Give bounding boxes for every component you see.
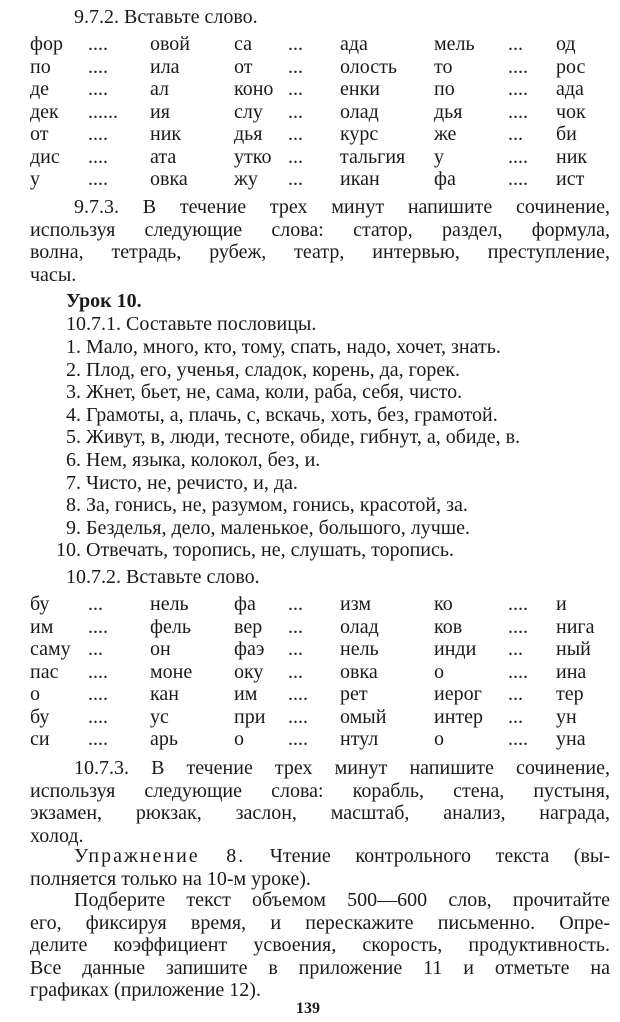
grid-cell: о xyxy=(434,728,444,750)
grid-cell: моне xyxy=(150,660,193,683)
grid-cell: курс xyxy=(340,123,379,145)
grid-cell: кан xyxy=(150,683,179,705)
grid-cell: оку xyxy=(234,660,264,683)
text-line: 10.7.3. В течение трех минут напишите сочинение, xyxy=(74,757,610,779)
grid-cell: иерог xyxy=(434,683,482,705)
grid-cell: ила xyxy=(150,55,180,78)
text-line xyxy=(30,845,610,868)
proverb-item: 7. Чисто, не, речисто, и, да. xyxy=(66,471,298,494)
grid-cell: нтул xyxy=(340,728,379,750)
proverb-item: 1. Мало, много, кто, тому, спать, надо, хочет, знать. xyxy=(66,336,501,358)
proverb-item: 4. Грамоты, а, плачь, с, вскачь, хоть, без, грамотой. xyxy=(66,403,498,426)
grid-cell: .... xyxy=(88,728,108,750)
grid-cell: .... xyxy=(508,593,528,615)
grid-cell: .... xyxy=(88,168,108,190)
grid-cell: .... xyxy=(88,683,108,705)
text-line: графиках (приложение 12). xyxy=(30,979,261,1001)
grid-cell: ...... xyxy=(88,100,118,123)
grid-cell: рос xyxy=(556,55,586,78)
grid-cell: жу xyxy=(234,168,258,190)
grid-cell: ко xyxy=(434,593,453,615)
text-line: Все данные запишите в приложение 11 и отметьте на xyxy=(30,956,610,979)
grid-cell: олад xyxy=(340,100,379,123)
grid-cell: ... xyxy=(288,593,303,615)
grid-cell: де xyxy=(30,78,50,100)
grid-cell: мель xyxy=(434,33,475,55)
grid-cell: ал xyxy=(150,78,170,100)
grid-cell: утко xyxy=(234,145,272,168)
grid-cell: ков xyxy=(434,615,463,638)
exercise-8 xyxy=(30,845,610,890)
grid-cell: ... xyxy=(508,683,523,705)
grid-cell: ... xyxy=(88,638,103,660)
grid-cell: .... xyxy=(88,123,108,145)
grid-cell: ун xyxy=(556,705,577,728)
text-line: холод. xyxy=(30,824,84,847)
grid-cell: изм xyxy=(340,593,371,615)
grid-cell: од xyxy=(556,33,576,55)
grid-cell: о xyxy=(234,728,244,750)
grid-cell: ник xyxy=(556,145,588,168)
grid-cell: при xyxy=(234,705,266,728)
grid-cell: то xyxy=(434,55,453,78)
grid-cell: саму xyxy=(30,638,71,660)
grid-cell: ный xyxy=(556,638,591,660)
section-heading-9-7-2: 9.7.2. Вставьте слово. xyxy=(74,6,258,28)
text-line: Подберите текст объемом 500—600 слов, прочитайте xyxy=(74,889,610,911)
paragraph-9-7-3 xyxy=(30,196,610,286)
grid-cell: ист xyxy=(556,168,585,190)
grid-cell: коно xyxy=(234,78,274,100)
grid-cell: .... xyxy=(88,33,108,55)
grid-cell: пас xyxy=(30,660,59,683)
grid-cell: ... xyxy=(288,33,303,55)
proverb-item: 9. Безделья, дело, маленькое, большого, лучше. xyxy=(66,516,471,539)
grid-cell: ... xyxy=(288,168,303,190)
grid-cell: .... xyxy=(508,100,528,123)
text-line: полняется только на 10-м уроке). xyxy=(30,867,311,890)
grid-cell: им xyxy=(30,615,54,638)
proverb-item: 6. Нем, языка, колокол, без, и. xyxy=(66,449,321,471)
exercise-text: Чтение контрольного текста (вы- xyxy=(245,845,611,867)
grid-cell: ... xyxy=(288,78,303,100)
text-line: волна, тетрадь, рубеж, театр, интервью, преступление, xyxy=(30,241,610,263)
grid-cell: фаэ xyxy=(234,638,265,660)
grid-cell: от xyxy=(30,123,49,145)
grid-cell: омый xyxy=(340,705,387,728)
grid-cell: овка xyxy=(340,660,378,683)
grid-cell: арь xyxy=(150,728,178,750)
text-line: часы. xyxy=(30,263,77,286)
grid-cell: икан xyxy=(340,168,380,190)
grid-cell: дья xyxy=(234,123,263,145)
grid-cell: по xyxy=(30,55,51,78)
grid-cell: у xyxy=(30,168,40,190)
grid-cell: олость xyxy=(340,55,397,78)
grid-cell: о xyxy=(30,683,40,705)
grid-cell: о xyxy=(434,660,444,683)
grid-cell: си xyxy=(30,728,50,750)
grid-cell: инди xyxy=(434,638,477,660)
grid-cell: по xyxy=(434,78,455,100)
grid-cell: .... xyxy=(508,55,528,78)
grid-cell: нель xyxy=(150,593,189,615)
grid-cell: .... xyxy=(88,615,108,638)
text-line: делите коэффициент усвоения, скорость, продуктивность. xyxy=(30,934,610,956)
grid-cell: ник xyxy=(150,123,182,145)
grid-cell: овка xyxy=(150,168,188,190)
grid-cell: олад xyxy=(340,615,379,638)
grid-cell: енки xyxy=(340,78,380,100)
grid-cell: фа xyxy=(434,168,456,190)
text-line: 9.7.3. В течение трех минут напишите сочинение, xyxy=(74,196,610,218)
grid-cell: .... xyxy=(88,660,108,683)
grid-cell: ... xyxy=(288,55,303,78)
grid-cell: .... xyxy=(88,55,108,78)
grid-cell: чок xyxy=(556,100,586,123)
grid-cell: рет xyxy=(340,683,368,705)
grid-cell: ... xyxy=(288,615,303,638)
grid-cell: .... xyxy=(508,728,528,750)
grid-cell: нига xyxy=(556,615,595,638)
grid-cell: овой xyxy=(150,33,191,55)
grid-cell: .... xyxy=(508,660,528,683)
grid-cell: .... xyxy=(288,683,308,705)
page-number: 139 xyxy=(296,1000,320,1017)
grid-cell: ... xyxy=(288,123,303,145)
grid-cell: ... xyxy=(508,123,523,145)
proverb-item: 8. За, гонись, не, разумом, гонись, красотой, за. xyxy=(66,494,468,517)
grid-cell: фор xyxy=(30,33,63,55)
task-heading-10-7-1: 10.7.1. Составьте пословицы. xyxy=(66,313,317,335)
grid-cell: дек xyxy=(30,100,59,123)
proverb-item: 5. Живут, в, люди, тесноте, обиде, гибнут, а, обиде, в. xyxy=(66,426,521,449)
grid-cell: и xyxy=(556,593,567,615)
grid-cell: фа xyxy=(234,593,256,615)
grid-cell: би xyxy=(556,123,577,145)
grid-cell: уна xyxy=(556,728,586,750)
grid-cell: .... xyxy=(288,728,308,750)
proverb-item: 3. Жнет, бьет, не, сама, коли, раба, себя, чисто. xyxy=(66,381,463,404)
grid-cell: са xyxy=(234,33,252,55)
grid-cell: ... xyxy=(508,705,523,728)
grid-cell: ина xyxy=(556,660,587,683)
grid-cell: тер xyxy=(556,683,584,705)
grid-cell: ада xyxy=(556,78,584,100)
grid-cell: .... xyxy=(88,145,108,168)
grid-cell: ... xyxy=(508,33,523,55)
text-line: используя следующие слова: корабль, стена, пустыня, xyxy=(30,779,610,802)
grid-cell: .... xyxy=(88,705,108,728)
grid-cell: .... xyxy=(508,145,528,168)
grid-cell: дья xyxy=(434,100,463,123)
grid-cell: ... xyxy=(288,638,303,660)
grid-cell: дис xyxy=(30,145,60,168)
grid-cell: от xyxy=(234,55,253,78)
text-line: его, фиксируя время, и перескажите письменно. Опре- xyxy=(30,911,610,934)
grid-cell: ... xyxy=(288,100,303,123)
grid-cell: он xyxy=(150,638,171,660)
grid-cell: им xyxy=(234,683,258,705)
final-paragraph xyxy=(30,889,610,1002)
lesson-title: Урок 10. xyxy=(66,290,142,312)
grid-cell: .... xyxy=(88,78,108,100)
paragraph-10-7-3 xyxy=(30,757,610,847)
task-heading-10-7-2: 10.7.2. Вставьте слово. xyxy=(66,566,260,588)
grid-cell: ия xyxy=(150,100,170,123)
proverb-item: 10. Отвечать, торопись, не, слушать, торопись. xyxy=(56,539,454,562)
exercise-label: Упражнение 8. xyxy=(74,845,246,867)
text-line: экзамен, рюкзак, заслон, масштаб, анализ, награда, xyxy=(30,802,610,824)
grid-cell: ада xyxy=(340,33,368,55)
text-line: используя следующие слова: статор, раздел, формула, xyxy=(30,218,610,241)
proverb-item: 2. Плод, его, ученья, сладок, корень, да, горек. xyxy=(66,358,460,381)
grid-cell: у xyxy=(434,145,444,168)
grid-cell: фель xyxy=(150,615,191,638)
grid-cell: вер xyxy=(234,615,263,638)
grid-cell: ... xyxy=(88,593,103,615)
grid-cell: ... xyxy=(288,660,303,683)
grid-cell: тальгия xyxy=(340,145,406,168)
grid-cell: .... xyxy=(288,705,308,728)
grid-cell: .... xyxy=(508,168,528,190)
grid-cell: же xyxy=(434,123,457,145)
grid-cell: ата xyxy=(150,145,177,168)
grid-cell: .... xyxy=(508,78,528,100)
grid-cell: нель xyxy=(340,638,379,660)
grid-cell: ... xyxy=(508,638,523,660)
grid-cell: ... xyxy=(288,145,303,168)
grid-cell: ус xyxy=(150,705,169,728)
grid-cell: бу xyxy=(30,593,50,615)
grid-cell: .... xyxy=(508,615,528,638)
grid-cell: интер xyxy=(434,705,484,728)
grid-cell: бу xyxy=(30,705,50,728)
grid-cell: слу xyxy=(234,100,263,123)
